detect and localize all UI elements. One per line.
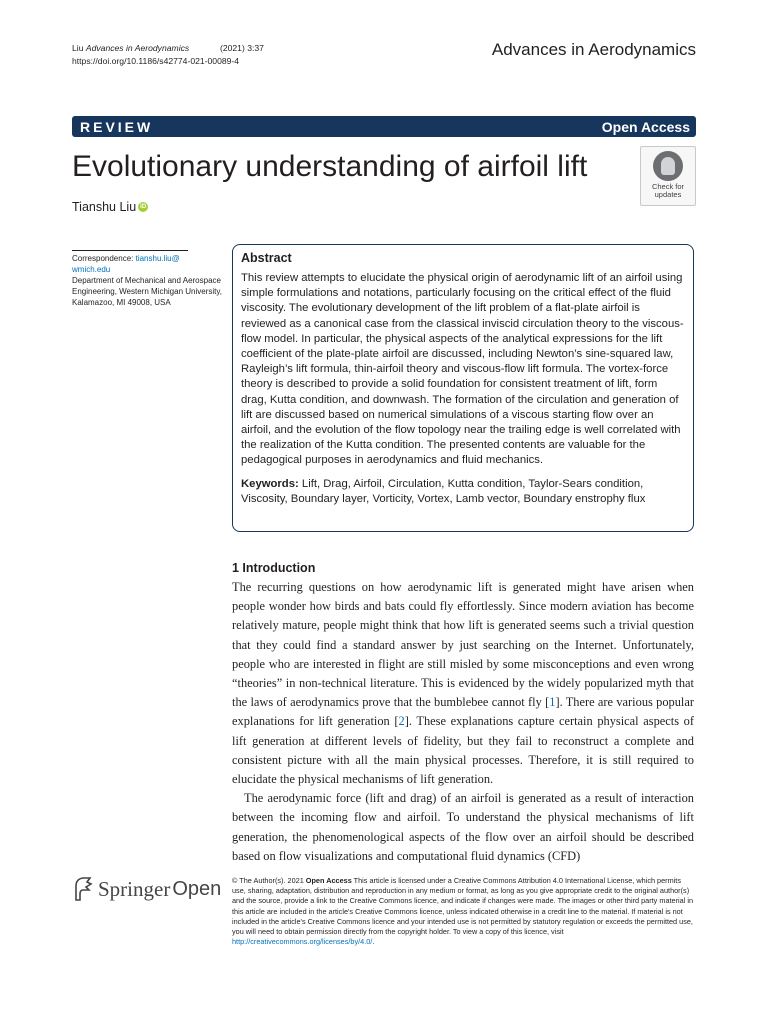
- correspondence-block: [72, 250, 222, 308]
- open-access-bold: Open Access: [305, 876, 352, 885]
- bookmark-icon: [653, 151, 683, 181]
- abstract-heading: Abstract: [241, 251, 292, 265]
- divider: [72, 250, 188, 251]
- citation-link[interactable]: 1: [549, 695, 556, 710]
- keywords-label: Keywords:: [241, 477, 299, 490]
- license-text: © The Author(s). 2021 Open Access This article is licensed under a Creative Commons Attribution 4.0 International License, which permits use, sharing, adaptation, distribution and reproduction in any medium or format, as long as you give appropriate credit to the original author(s) and the source, provide a link to the Creative Commons licence, and indicate if changes were made. The images or other third party material in this article are included in the article's Creative Commons licence, unless indicated otherwise in a credit line to the material. If material is not included in the article's Creative Commons licence and your intended use is not permitted by statutory regulation or exceeds the permitted use, you will need to obtain permission directly from the copyright holder. To view a copy of this licence, visit http://creativecommons.org/licenses/by/4.0/.: [232, 876, 694, 947]
- author-name[interactable]: Tianshu Liu: [72, 200, 137, 214]
- license-body: This article is licensed under a Creative Commons Attribution 4.0 International License, which permits use, sharing, adaptation, distribution and reproduction in any medium or format, as long as you give appropriate credit to the original author(s) and the source, provide a link to the Creative Commons licence, and indicate if changes were made. The images or other third party material in this article are included in the article's Creative Commons licence, unless indicated otherwise in a credit line to the material. If material is not included in the article's Creative Commons licence and your intended use is not permitted by statutory regulation or exceeds the permitted use, you will need to obtain permission directly from the copyright holder. To view a copy of this licence, visit: [232, 876, 694, 937]
- citation-link[interactable]: 2: [398, 714, 405, 729]
- header-citation: (2021) 3:37: [219, 43, 264, 53]
- copyright: © The Author(s). 2021: [232, 876, 304, 885]
- header-journal-italic: Advances in Aerodynamics: [85, 43, 190, 53]
- paragraph: The recurring questions on how aerodynamic lift is generated might have arisen when people wonder how birds and bats could fly effortlessly. Since modern aviation has become relatively mature, people might think that how lift is generated seems such a trivial question that they could find a standard answer by just searching on the Internet. Unfortunately, people who are interested in flight are still misled by some misconceptions and even wrong “theories” in non-technical literature. This is evidenced by the widely popularized myth that the laws of aerodynamics prove that the bumblebee cannot fly [1]. There are various popular explanations for lift generation [2]. These explanations capture certain physical aspects of lift generation at different levels of fidelity, but they fail to reconstruct a complete and consistent picture with all the main physical processes. Therefore, it is still required to elucidate the physical mechanisms of lift generation.: [232, 580, 695, 787]
- springer-open-logo: [72, 876, 221, 902]
- orcid-icon[interactable]: iD: [140, 204, 147, 210]
- running-header: [72, 42, 264, 68]
- abstract-text: This review attempts to elucidate the physical origin of aerodynamic lift of an airfoil using simple formulations and notations, particularly focusing on the critical effect of the fluid viscosity. The evolutionary development of the lift problem of a flat-plate airfoil is reviewed as a canonical case from the classical inviscid circulation theory to the viscous-flow model. In particular, the physical aspects of the analytical expressions for the lift coefficient of the plate-plate airfoil are discussed, including Newton’s sine-squared law, Rayleigh’s lift formula, thin-airfoil theory and viscous-flow lift formula. The vortex-force theory is described to provide a solid foundation for consistent treatment of lift, form drag, Kutta condition, and downwash. The formation of the circulation and generation of lift are discussed based on numerical simulations of a viscous starting flow over an airfoil, and the evolution of the flow topology near the trailing edge is well correlated with the realization of the Kutta condition. The presented contents are valuable for the pedagogical purposes in aerodynamics and fluid mechanics.: [241, 272, 684, 467]
- header-author: Liu: [72, 43, 84, 53]
- body-text: [232, 578, 694, 866]
- check-updates-line2: updates: [654, 190, 682, 199]
- author-line: [72, 200, 148, 214]
- article-type-label: REVIEW: [80, 118, 154, 135]
- journal-name: Advances in Aerodynamics: [491, 40, 696, 59]
- paragraph: The aerodynamic force (lift and drag) of an airfoil is generated as a result of interaction between the incoming flow and airfoil. To understand the physical mechanisms of lift generation, the phenomenological aspects of the flow over an airfoil should be described based on flow visualizations and computational fluid dynamics (CFD): [232, 791, 694, 863]
- keywords: [241, 477, 685, 507]
- article-title: Evolutionary understanding of airfoil lift: [72, 150, 588, 183]
- header-doi[interactable]: https://doi.org/10.1186/s42774-021-00089-4: [72, 56, 240, 66]
- license-link[interactable]: http://creativecommons.org/licenses/by/4.0/: [232, 937, 373, 947]
- brand-name: Springer: [98, 876, 171, 901]
- section-heading: 1 Introduction: [232, 561, 316, 575]
- article-type-banner: [72, 116, 696, 137]
- check-for-updates-badge[interactable]: [640, 146, 696, 206]
- check-updates-line1: Check for: [651, 182, 685, 191]
- correspondence-email-cont[interactable]: wmich.edu: [72, 265, 111, 274]
- correspondence-email[interactable]: tianshu.liu@: [135, 254, 180, 263]
- springer-horse-icon: [72, 876, 94, 902]
- correspondence-label: Correspondence:: [72, 254, 134, 263]
- open-access-label: Open Access: [601, 118, 690, 135]
- brand-open: Open: [172, 877, 222, 900]
- affiliation: Department of Mechanical and Aerospace Engineering, Western Michigan University, Kalamazoo, MI 49008, USA: [72, 276, 222, 307]
- keywords-list: Lift, Drag, Airfoil, Circulation, Kutta condition, Taylor-Sears condition, Viscosity, Boundary layer, Vorticity, Vortex, Lamb vector, Boundary enstrophy flux: [241, 477, 646, 505]
- abstract-box: [232, 244, 694, 532]
